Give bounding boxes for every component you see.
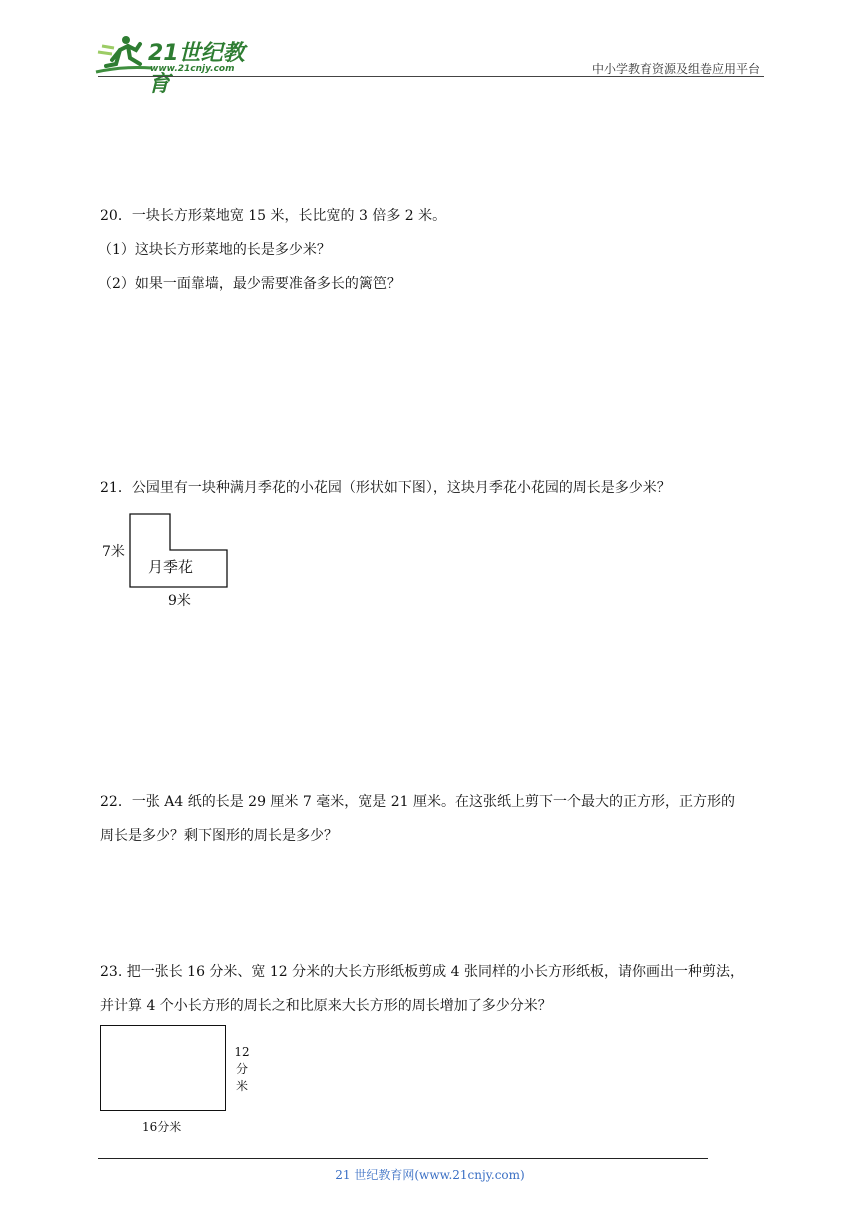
question-20-part-1: （1）这块长方形菜地的长是多少米？ <box>98 242 331 258</box>
flower-garden-figure <box>128 512 230 590</box>
rectangle-height-label <box>232 1044 252 1095</box>
header-divider <box>98 76 764 77</box>
garden-height-label: 7米 <box>102 544 125 560</box>
big-rectangle-figure <box>100 1025 226 1111</box>
question-23-line-1: 23. 把一张长 16 分米、宽 12 分米的大长方形纸板剪成 4 张同样的小长方形纸板，请你画出一种剪法， <box>100 964 744 980</box>
garden-shape-diagram <box>128 512 230 590</box>
garden-inside-label: 月季花 <box>148 558 194 576</box>
rectangle-width-label: 16分米 <box>142 1120 182 1134</box>
question-21-text: 21．公园里有一块种满月季花的小花园（形状如下图），这块月季花小花园的周长是多少米？ <box>100 480 671 496</box>
question-23-line-2: 并计算 4 个小长方形的周长之和比原来大长方形的周长增加了多少分米？ <box>100 998 552 1014</box>
garden-width-label: 9米 <box>168 593 191 609</box>
rectangle-height-label-part: 12 <box>234 1045 250 1059</box>
question-22-line-1: 22．一张 A4 纸的长是 29 厘米 7 毫米，宽是 21 厘米。在这张纸上剪下一个最大的正方形，正方形的 <box>100 794 735 810</box>
footer-divider <box>98 1158 708 1159</box>
platform-name: 中小学教育资源及组卷应用平台 <box>591 62 760 76</box>
question-20-part-2: （2）如果一面靠墙，最少需要准备多长的篱笆？ <box>98 276 401 292</box>
site-logo <box>92 30 262 97</box>
rectangle-height-label-part: 米 <box>235 1079 248 1093</box>
logo-text: 21世纪教育 <box>148 41 245 97</box>
footer-link[interactable]: 21 世纪教育网(www.21cnjy.com) <box>335 1168 525 1182</box>
question-20-text: 20．一块长方形菜地宽 15 米，长比宽的 3 倍多 2 米。 <box>100 208 447 224</box>
question-22-line-2: 周长是多少？剩下图形的周长是多少？ <box>100 828 338 844</box>
logo-url: www.21cnjy.com <box>150 64 235 74</box>
rectangle-height-label-part: 分 <box>235 1062 248 1076</box>
